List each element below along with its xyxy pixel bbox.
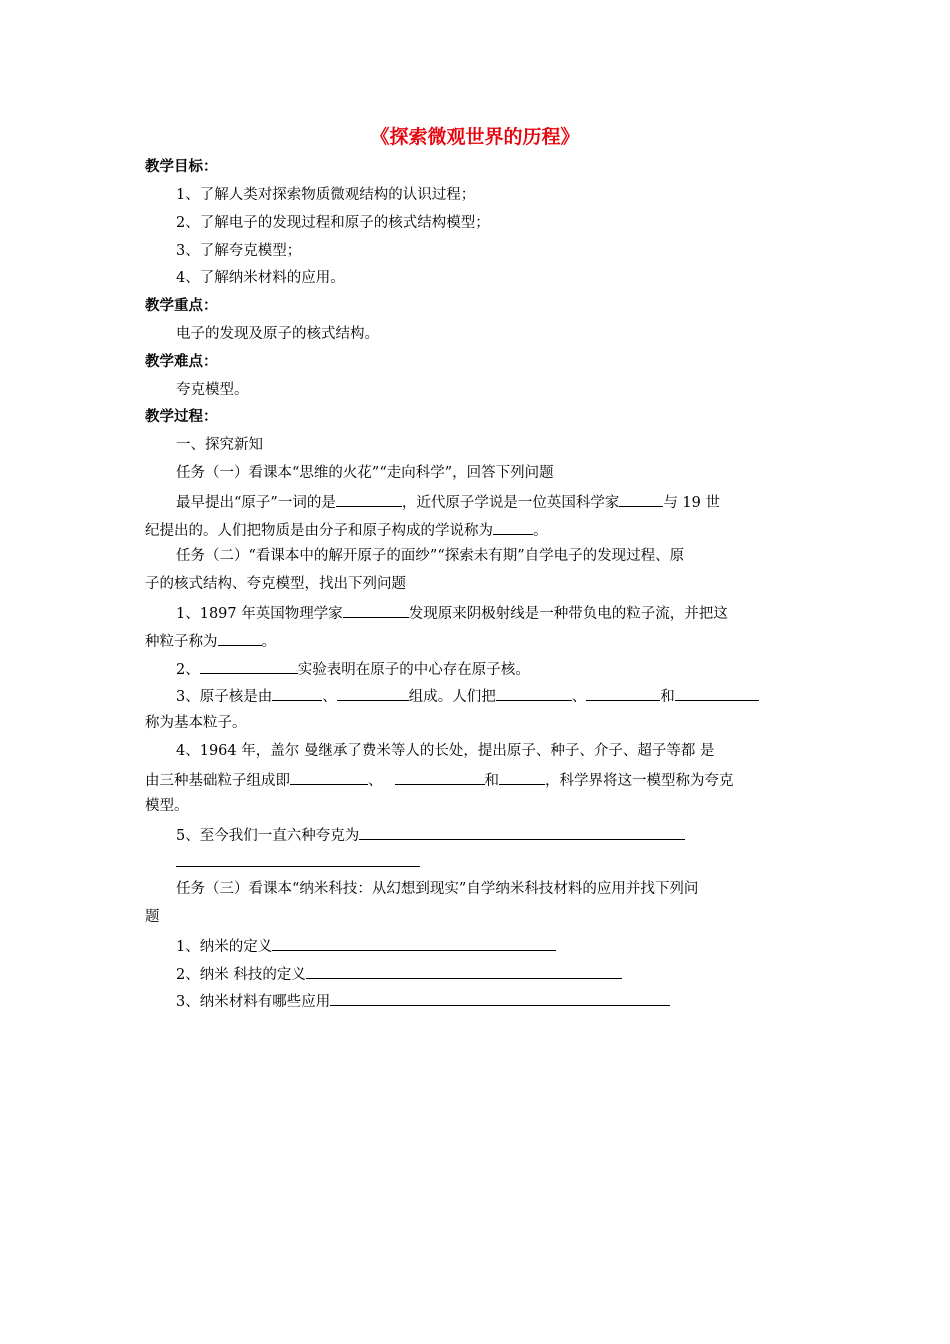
goal-item-4: 4、了解纳米材料的应用。	[176, 270, 345, 286]
fill-blank[interactable]	[359, 824, 685, 840]
task2-title-line2: 子的核式结构、夸克模型，找出下列问题	[145, 576, 406, 592]
fill-blank[interactable]	[496, 685, 572, 701]
fill-blank[interactable]	[290, 769, 368, 785]
task2-q4-line3: 模型。	[145, 798, 189, 814]
fill-blank[interactable]	[619, 491, 663, 507]
fill-blank[interactable]	[330, 990, 670, 1006]
task2-q3-line1: 3、原子核是由 、 组成。人们把 、 和	[176, 685, 759, 707]
key-points-text: 电子的发现及原子的核式结构。	[176, 326, 379, 342]
process-heading: 教学过程：	[145, 409, 218, 425]
key-points-heading: 教学重点：	[145, 298, 218, 314]
task3-q2: 2、纳米 科技的定义	[176, 963, 622, 985]
fill-blank[interactable]	[272, 935, 556, 951]
goal-item-2: 2、了解电子的发现过程和原子的核式结构模型；	[176, 215, 490, 231]
task3-title-line1: 任务（三）看课本“纳米科技：从幻想到现实”自学纳米科技材料的应用并找下列问	[176, 881, 699, 897]
goal-item-3: 3、了解夸克模型；	[176, 243, 302, 259]
difficulty-text: 夸克模型。	[176, 382, 249, 398]
fill-blank[interactable]	[218, 630, 262, 646]
fill-blank[interactable]	[337, 685, 409, 701]
task3-q1: 1、纳米的定义	[176, 935, 556, 957]
fill-blank[interactable]	[395, 769, 485, 785]
fill-blank[interactable]	[306, 963, 622, 979]
fill-blank[interactable]	[499, 769, 545, 785]
fill-blank[interactable]	[586, 685, 660, 701]
fill-blank[interactable]	[176, 866, 420, 867]
goals-heading: 教学目标：	[145, 159, 218, 175]
task2-q4-line2: 由三种基础粒子组成即 、 和 ，科学界将这一模型称为夸克	[145, 769, 734, 791]
task2-q3-line2: 称为基本粒子。	[145, 715, 247, 731]
task3-title-line2: 题	[145, 909, 160, 925]
task1-line1: 最早提出“原子”一词的是 ，近代原子学说是一位英国科学家 与 19 世	[176, 491, 720, 513]
fill-blank[interactable]	[675, 685, 759, 701]
task2-q2: 2、 实验表明在原子的中心存在原子核。	[176, 658, 530, 680]
difficulty-heading: 教学难点：	[145, 354, 218, 370]
fill-blank[interactable]	[272, 685, 322, 701]
task3-q3: 3、纳米材料有哪些应用	[176, 990, 670, 1012]
task2-q1-line2: 种粒子称为 。	[145, 630, 276, 652]
goal-item-1: 1、了解人类对探索物质微观结构的认识过程；	[176, 187, 476, 203]
task1-line2: 纪提出的。人们把物质是由分子和原子构成的学说称为 。	[145, 519, 548, 541]
task1-title: 任务（一）看课本“思维的火花”“走向科学”，回答下列问题	[176, 465, 554, 481]
task2-title-line1: 任务（二）“看课本中的解开原子的面纱”“探索未有期”自学电子的发现过程、原	[176, 548, 685, 564]
document-title: 《探索微观世界的历程》	[370, 126, 580, 148]
task2-q1-line1: 1、1897 年英国物理学家 发现原来阴极射线是一种带负电的粒子流，并把这	[176, 602, 728, 624]
task2-q4-line1: 4、1964 年，盖尔 曼继承了费米等人的长处，提出原子、种子、介子、超子等都 是	[176, 743, 715, 759]
section-explore: 一、探究新知	[176, 437, 263, 453]
fill-blank[interactable]	[200, 658, 298, 674]
task2-q5: 5、至今我们一直六种夸克为	[176, 824, 685, 846]
fill-blank[interactable]	[336, 491, 402, 507]
fill-blank[interactable]	[493, 519, 533, 535]
fill-blank[interactable]	[343, 602, 409, 618]
